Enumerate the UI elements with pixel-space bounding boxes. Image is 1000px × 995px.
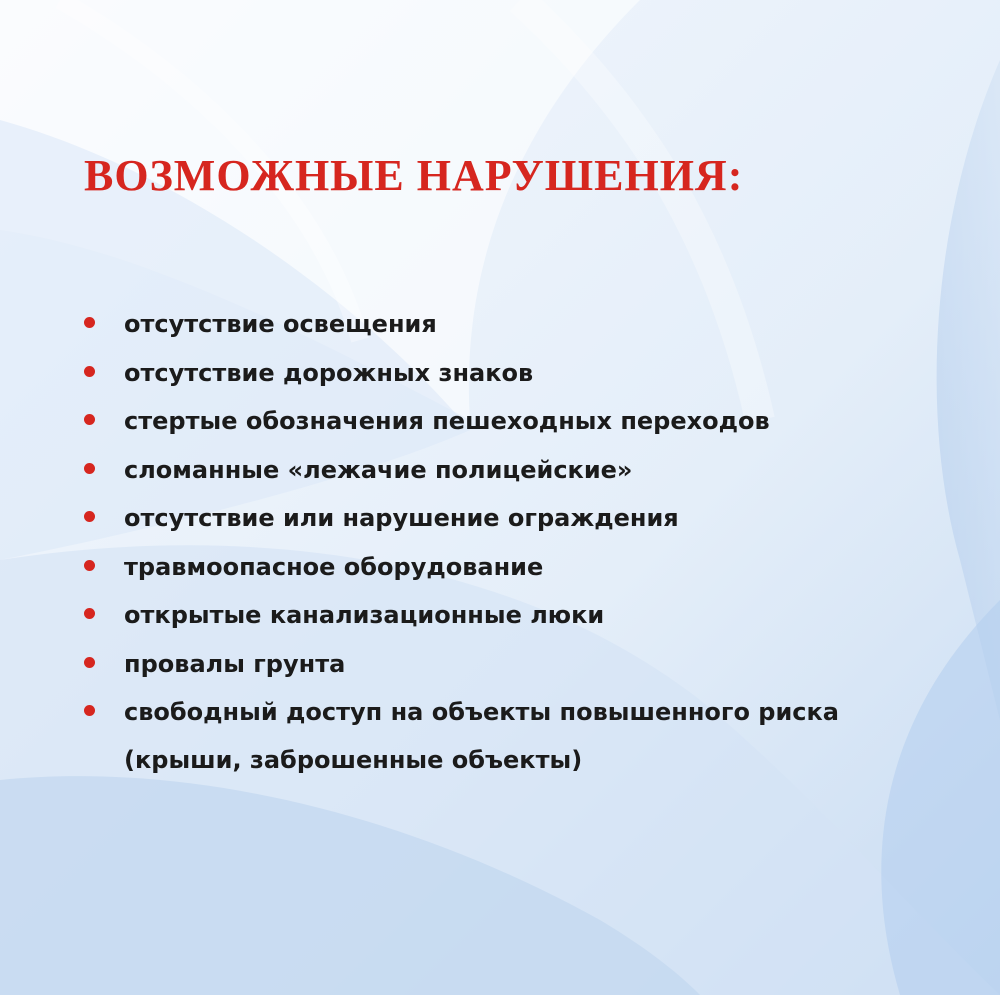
bullet-dot-icon: [84, 608, 95, 619]
page-title: ВОЗМОЖНЫЕ НАРУШЕНИЯ:: [84, 151, 744, 200]
bullet-dot-icon: [84, 560, 95, 571]
bullet-dot-icon: [84, 657, 95, 668]
list-item-text: отсутствие или нарушение ограждения: [124, 504, 679, 532]
list-item: [84, 446, 964, 495]
list-item-text: стертые обозначения пешеходных переходов: [124, 407, 770, 435]
list-item-text: провалы грунта: [124, 649, 346, 678]
list-item: [84, 300, 964, 349]
list-item: [84, 591, 964, 640]
list-item: [84, 349, 964, 398]
list-item: [84, 688, 964, 784]
bullet-dot-icon: [84, 511, 95, 522]
list-item: [84, 494, 964, 543]
bullet-dot-icon: [84, 317, 95, 328]
bullet-dot-icon: [84, 463, 95, 474]
list-item-text: отсутствие дорожных знаков: [124, 358, 534, 387]
list-item-text: свободный доступ на объекты повышенного риска (крыши, заброшенные объекты): [124, 698, 839, 774]
violations-list: [84, 300, 964, 784]
list-item-text: травмоопасное оборудование: [124, 552, 544, 581]
list-item: [84, 640, 964, 689]
list-item-text: сломанные «лежачие полицейские»: [124, 455, 633, 484]
bullet-dot-icon: [84, 705, 95, 716]
bullet-dot-icon: [84, 414, 95, 425]
list-item-text: отсутствие освещения: [124, 310, 437, 338]
list-item-text: открытые канализационные люки: [124, 601, 605, 629]
list-item: [84, 543, 964, 592]
bullet-dot-icon: [84, 366, 95, 377]
list-item: [84, 397, 964, 446]
